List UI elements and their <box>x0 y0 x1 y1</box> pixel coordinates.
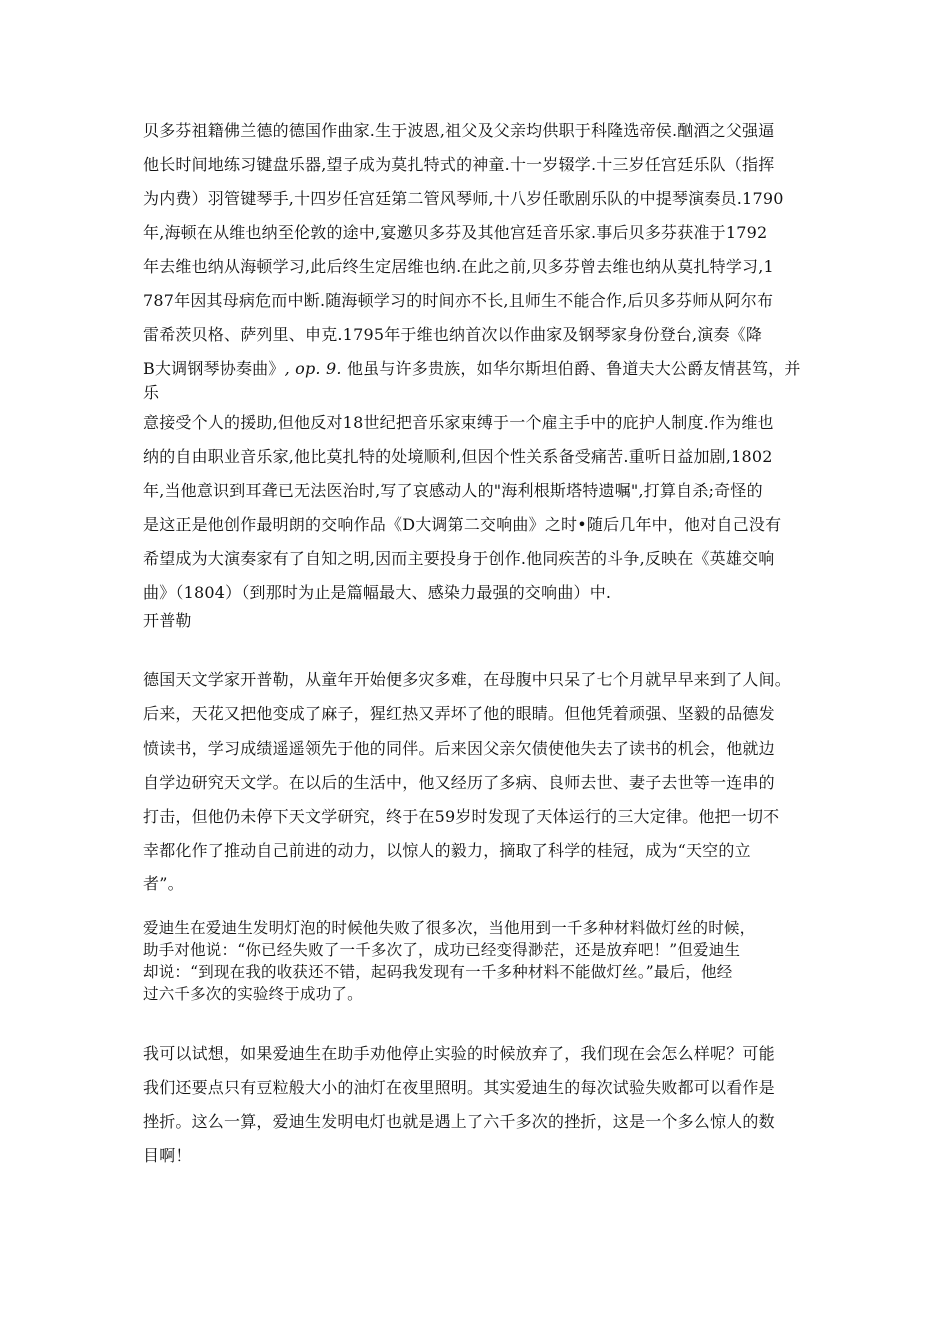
kepler-line-5: 打击，但他仍未停下天文学研究，终于在59岁时发现了天体运行的三大定律。他把一切不 <box>143 807 780 826</box>
kepler-line-2: 后来，天花又把他变成了麻子，猩红热又弄坏了他的眼睛。但他凭着顽强、坚毅的品德发 <box>143 704 775 723</box>
beethoven-line-15: 曲》（1804）（到那时为止是篇幅最大、感染力最强的交响曲）中. <box>143 583 612 602</box>
beethoven-line-3: 为内费）羽管键琴手,十四岁任宫廷第二管风琴师,十八岁任歌剧乐队的中提琴演奏员.1790 <box>143 189 784 208</box>
beethoven-line-6: 787年因其母病危而中断.随海顿学习的时间亦不长,且师生不能合作,后贝多芬师从阿尔布 <box>143 291 774 310</box>
kepler-line-3: 愤读书，学习成绩遥遥领先于他的同伴。后来因父亲欠债使他失去了读书的机会，他就边 <box>143 739 775 758</box>
beethoven-line-2: 他长时间地练习键盘乐器,望子成为莫扎特式的神童.十一岁辍学.十三岁任宫廷乐队（指挥 <box>143 155 775 174</box>
beethoven-line-5: 年去维也纳从海顿学习,此后终生定居维也纳.在此之前,贝多芬曾去维也纳从莫扎特学习,1 <box>143 257 774 276</box>
kepler-line-6: 幸都化作了推动自己前进的动力，以惊人的毅力，摘取了科学的桂冠，成为“天空的立 <box>143 841 751 860</box>
beethoven-line-8 <box>143 359 801 379</box>
kepler-heading: 开普勒 <box>143 611 192 630</box>
edison-line-4: 过六千多次的实验终于成功了。 <box>143 985 363 1003</box>
edison-line-2: 助手对他说：“你已经失败了一千多次了，成功已经变得渺茫，还是放弃吧！”但爱迪生 <box>143 941 741 959</box>
reflection-line-2: 我们还要点只有豆粒般大小的油灯在夜里照明。其实爱迪生的每次试验失败都可以看作是 <box>143 1078 775 1097</box>
beethoven-line-10: 意接受个人的援助,但他反对18世纪把音乐家束缚于一个雇主手中的庇护人制度.作为维也 <box>143 413 774 432</box>
concerto-title: B大调钢琴协奏曲》 <box>143 359 285 378</box>
beethoven-line-8-rest: 他虽与许多贵族，如华尔斯坦伯爵、鲁道夫大公爵友情甚笃，并 <box>346 359 801 378</box>
kepler-line-4: 自学边研究天文学。在以后的生活中，他又经历了多病、良师去世、妻子去世等一连串的 <box>143 773 775 792</box>
reflection-line-3: 挫折。这么一算，爱迪生发明电灯也就是遇上了六千多次的挫折，这是一个多么惊人的数 <box>143 1112 775 1131</box>
beethoven-line-4: 年,海顿在从维也纳至伦敦的途中,宴邀贝多芬及其他宫廷音乐家.事后贝多芬获准于1792 <box>143 223 768 242</box>
beethoven-line-9: 乐 <box>143 383 160 402</box>
beethoven-line-13: 是这正是他创作最明朗的交响作品《D大调第二交响曲》之时•随后几年中，他对自己没有 <box>143 515 782 534</box>
edison-line-1: 爱迪生在爱迪生发明灯泡的时候他失败了很多次，当他用到一千多种材料做灯丝的时候， <box>143 919 756 937</box>
reflection-line-1: 我可以试想，如果爱迪生在助手劝他停止实验的时候放弃了，我们现在会怎么样呢？可能 <box>143 1044 775 1063</box>
beethoven-line-12: 年,当他意识到耳聋已无法医治时,写了哀感动人的"海利根斯塔特遗嘱",打算自杀;奇怪的 <box>143 481 763 500</box>
reflection-line-4: 目啊！ <box>143 1146 192 1165</box>
kepler-line-1: 德国天文学家开普勒，从童年开始便多灾多难，在母腹中只呆了七个月就早早来到了人间。 <box>143 670 792 689</box>
kepler-line-7: 者”。 <box>143 874 184 893</box>
edison-line-3: 却说：“到现在我的收获还不错，起码我发现有一千多种材料不能做灯丝。”最后，他经 <box>143 963 733 981</box>
opus-number: , op. 9. <box>284 359 347 378</box>
beethoven-line-1: 贝多芬祖籍佛兰德的德国作曲家.生于波恩,祖父及父亲均供职于科隆选帝侯.酗酒之父强逼 <box>143 121 775 140</box>
beethoven-line-7: 雷希茨贝格、萨列里、申克.1795年于维也纳首次以作曲家及钢琴家身份登台,演奏《降 <box>143 325 763 344</box>
beethoven-line-11: 纳的自由职业音乐家,他比莫扎特的处境顺利,但因个性关系备受痛苦.重听日益加剧,1802 <box>143 447 773 466</box>
beethoven-line-14: 希望成为大演奏家有了自知之明,因而主要投身于创作.他同疾苦的斗争,反映在《英雄交响 <box>143 549 775 568</box>
